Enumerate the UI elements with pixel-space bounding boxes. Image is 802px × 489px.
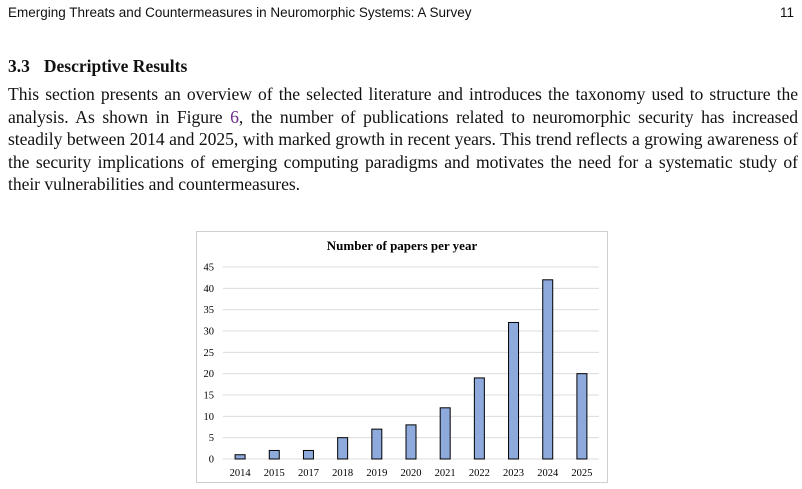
- y-tick-label: 0: [208, 454, 214, 466]
- x-tick-label: 2024: [537, 468, 559, 479]
- y-tick-label: 5: [208, 433, 214, 445]
- y-tick-label: 30: [203, 326, 214, 338]
- section-number: 3.3: [8, 56, 30, 76]
- bar-2018: [338, 438, 348, 459]
- bar-chart-canvas: [197, 232, 607, 482]
- bar-2020: [406, 425, 416, 459]
- y-tick-label: 10: [203, 411, 214, 423]
- bar-2019: [372, 429, 382, 459]
- paragraph-text-end: , the number of publications related to neuromorphic security has increased steadily between 2014 and 2025, with marked growth in recent years. This trend reflects a growing awareness of the security implications of emerging computing paradigms and motivates the need for a systematic study of their vulnerabilities and countermeasures.: [8, 106, 798, 194]
- y-tick-label: 45: [203, 262, 214, 274]
- x-axis-ticks: [230, 468, 593, 479]
- x-tick-label: 2023: [503, 468, 525, 479]
- x-tick-label: 2014: [229, 468, 251, 479]
- bar-2022: [474, 378, 484, 459]
- section-heading: [8, 56, 187, 76]
- papers-per-year-chart: [196, 231, 608, 483]
- x-tick-label: 2021: [434, 468, 456, 479]
- page-number: 11: [779, 5, 794, 20]
- chart-bars: [235, 280, 587, 459]
- running-title: Emerging Threats and Countermeasures in Neuromorphic Systems: A Survey: [8, 5, 472, 20]
- x-tick-label: 2017: [297, 468, 319, 479]
- bar-2023: [509, 322, 519, 459]
- bar-2015: [269, 450, 279, 459]
- x-tick-label: 2015: [263, 468, 285, 479]
- x-tick-label: 2025: [571, 468, 593, 479]
- y-axis-ticks: [204, 263, 215, 466]
- body-paragraph: [8, 83, 798, 196]
- bar-2017: [303, 450, 313, 459]
- y-tick-label: 25: [203, 347, 214, 359]
- y-tick-label: 20: [203, 369, 214, 381]
- x-tick-label: 2018: [332, 468, 354, 479]
- y-tick-label: 35: [203, 305, 214, 317]
- bar-2014: [235, 455, 245, 459]
- x-tick-label: 2019: [366, 468, 388, 479]
- bar-2021: [440, 408, 450, 459]
- x-tick-label: 2020: [400, 468, 422, 479]
- y-tick-label: 15: [203, 390, 214, 402]
- paragraph-text-start: This section presents an overview of the selected literature and introduces the taxonomy used to structure the analysis. As shown in Figure: [8, 84, 798, 127]
- chart-title: Number of papers per year: [326, 238, 478, 253]
- x-tick-label: 2022: [468, 468, 490, 479]
- y-tick-label: 40: [203, 283, 214, 295]
- bar-2025: [577, 374, 587, 459]
- running-header: [8, 3, 794, 23]
- bar-2024: [543, 280, 553, 459]
- figure-reference-link[interactable]: 6: [230, 106, 239, 127]
- section-title: Descriptive Results: [43, 56, 188, 76]
